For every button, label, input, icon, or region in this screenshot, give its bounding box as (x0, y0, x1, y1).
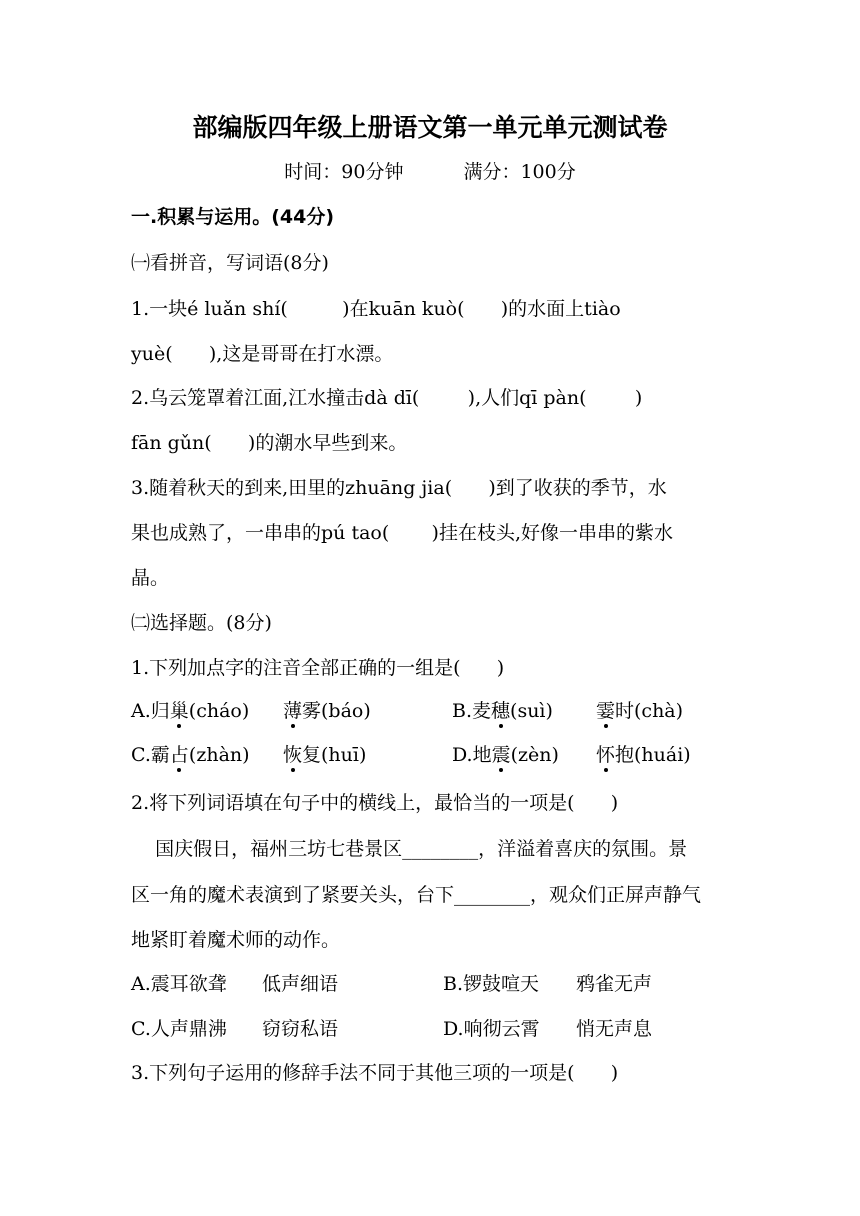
part1-heading: ㈠看拼音，写词语(8分) (131, 252, 329, 274)
question-text: 1.一块é luǎn shí( )在kuān kuò( )的水面上tiào (131, 298, 621, 320)
option-d-word2: 怀抱(huái) (596, 744, 691, 766)
question-text: 果也成熟了，一串串的pú tao( )挂在枝头,好像一串串的紫水 (131, 522, 673, 544)
part2-heading: ㈡选择题。(8分) (131, 612, 272, 634)
full-score: 满分：100分 (463, 161, 576, 183)
dotted-char: 霎 (596, 700, 616, 722)
passage-text: 国庆假日，福州三坊七巷景区________，洋溢着喜庆的氛围。景 (131, 838, 688, 860)
question-text: 2.将下列词语填在句子中的横线上，最恰当的一项是( ) (131, 792, 619, 814)
question-text: 1.下列加点字的注音全部正确的一组是( ) (131, 657, 505, 679)
page-title: 部编版四年级上册语文第一单元单元测试卷 (192, 113, 668, 142)
dotted-char: 怀 (596, 744, 616, 766)
option-d-word2: 悄无声息 (576, 1018, 653, 1040)
passage-text: 地紧盯着魔术师的动作。 (131, 929, 341, 951)
option-a-word2: 低声细语 (262, 973, 339, 995)
question-text: 3.下列句子运用的修辞手法不同于其他三项的一项是( ) (131, 1062, 619, 1084)
time-limit: 时间：90分钟 (284, 161, 404, 183)
option-c-word2: 窃窃私语 (262, 1018, 339, 1040)
dotted-char: 震 (491, 744, 511, 766)
dotted-char: 巢 (169, 700, 189, 722)
passage-text: 区一角的魔术表演到了紧要关头，台下________，观众们正屏声静气 (131, 884, 702, 906)
option-c-word1: C.人声鼎沸 (131, 1018, 227, 1040)
option-b-word2: 鸦雀无声 (576, 973, 653, 995)
dotted-char: 占 (169, 744, 189, 766)
question-text: 晶。 (131, 567, 170, 589)
question-text: yuè( ),这是哥哥在打水漂。 (131, 343, 394, 365)
option-b-word1: B.锣鼓喧天 (443, 973, 540, 995)
question-text: fān gǔn( )的潮水早些到来。 (131, 432, 408, 454)
dotted-char: 穗 (491, 700, 511, 722)
question-text: 3.随着秋天的到来,田里的zhuāng jia( )到了收获的季节，水 (131, 477, 667, 499)
dotted-char: 薄 (283, 700, 303, 722)
option-a-word1: A.归巢(cháo) (131, 700, 250, 722)
option-c-word1: C.霸占(zhàn) (131, 744, 250, 766)
option-c-word2: 恢复(huī) (283, 744, 367, 766)
option-d-word1: D.地震(zèn) (452, 744, 559, 766)
option-b-word2: 霎时(chà) (596, 700, 684, 722)
question-text: 2.乌云笼罩着江面,江水撞击dà dī( ),人们qī pàn( ) (131, 387, 643, 409)
option-b-word1: B.麦穗(suì) (452, 700, 553, 722)
section-heading: 一.积累与运用。(44分) (131, 206, 335, 228)
option-a-word2: 薄雾(báo) (283, 700, 371, 722)
dotted-char: 恢 (283, 744, 303, 766)
option-a-word1: A.震耳欲聋 (131, 973, 227, 995)
option-d-word1: D.响彻云霄 (443, 1018, 540, 1040)
exam-meta (0, 160, 860, 184)
